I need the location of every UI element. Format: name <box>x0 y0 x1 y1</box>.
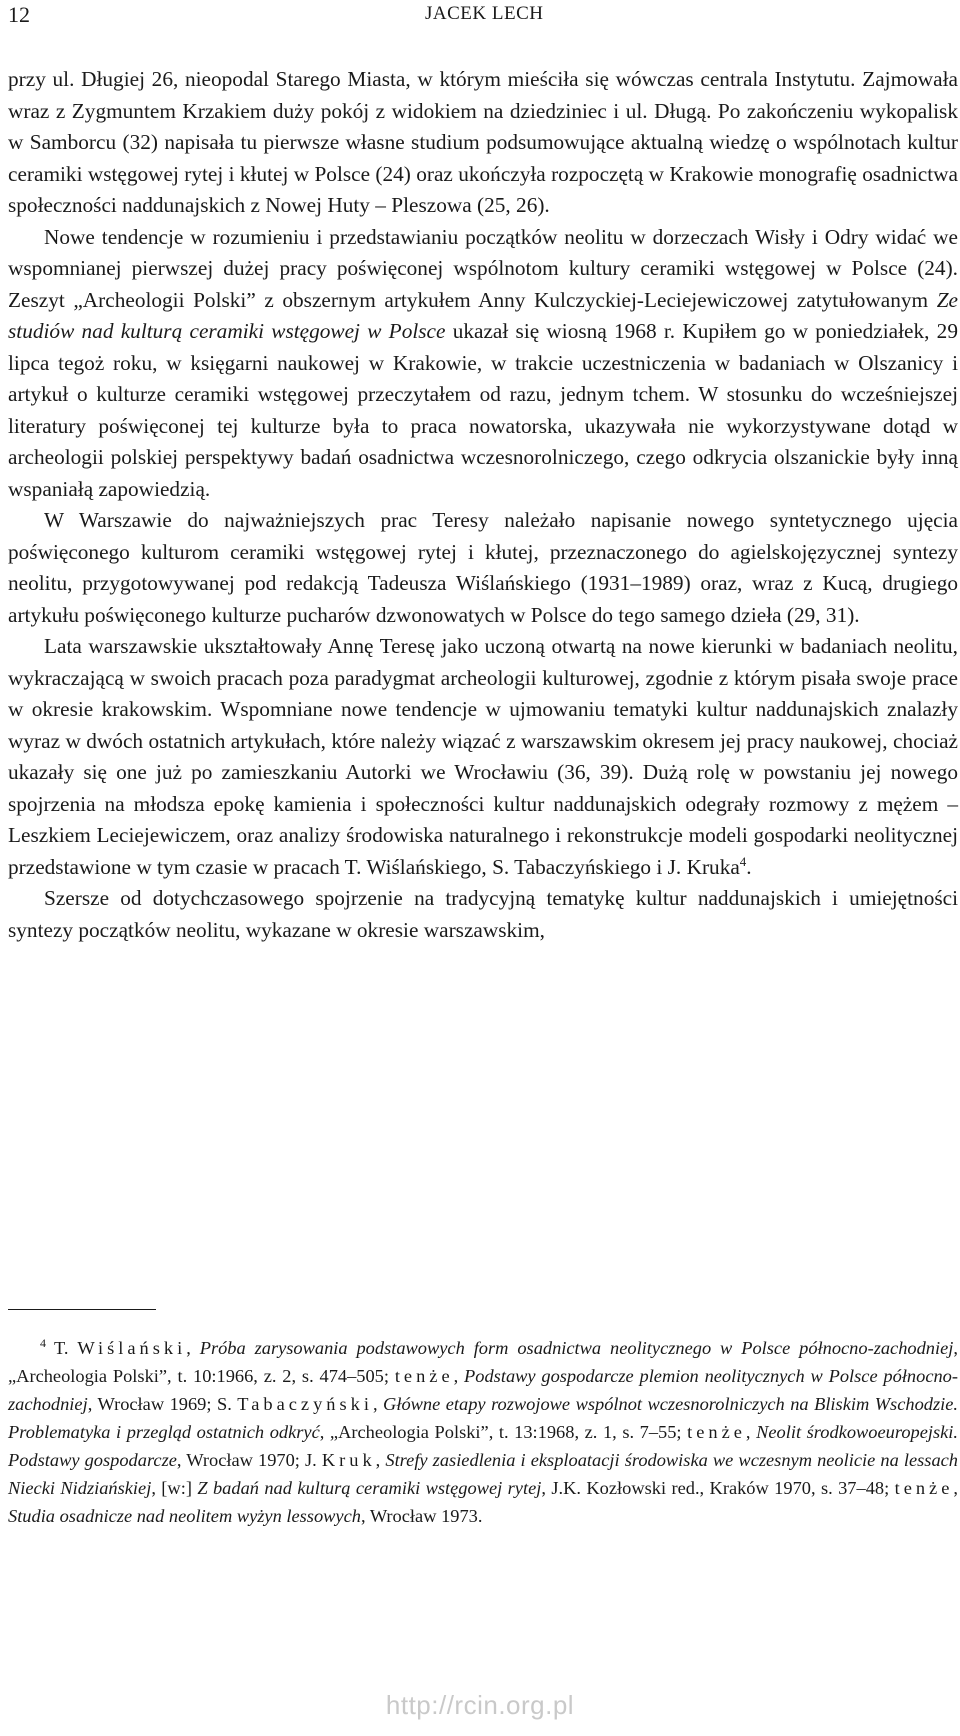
footnote-text: T. <box>54 1338 78 1358</box>
paragraph-5-text: Szersze od dotychczasowego spojrzenie na tradycyjną tematykę kultur naddunajskich i umiejętności syntezy początków neolitu, wykazane w okresie warszawskim, <box>8 886 958 942</box>
paragraph-4-text-b: . <box>746 854 752 879</box>
page-header <box>0 0 960 36</box>
footnote-text: , Wrocław 1969; S. <box>87 1394 238 1414</box>
footnote-4 <box>8 1334 958 1530</box>
footnote-title: Strefy zasiedlenia i eksploatacji środowiska we wczesnym neolicie na lessach Niecki Nidziańskiej <box>8 1450 958 1498</box>
paragraph-1-text: przy ul. Długiej 26, nieopodal Starego Miasta, w którym mieściła się wówczas centrala Instytutu. Zajmowała wraz z Zygmuntem Krzakiem duży pokój z widokiem na dziedziniec i ul. Długą. Po zakończeniu wykopalisk w Samborcu (32) napisała tu pierwsze własne studium podsumowujące aktualną wiedzę o wspólnotach kultur ceramiki wstęgowej rytej i kłutej w Polsce (24) oraz ukończyła rozpoczętą w Krakowie monografię osadnictwa społeczności naddunajskich z Nowej Huty – Pleszowa (25, 26). <box>8 67 958 217</box>
running-head: JACEK LECH <box>425 3 544 24</box>
footnote-author: Kruk <box>321 1450 376 1470</box>
footnote-text: , <box>453 1366 465 1386</box>
footnote-text: , <box>186 1338 200 1358</box>
footnote-title: Podstawy gospodarcze plemion neolitycznych w Polsce północno-zachodniej <box>8 1366 958 1414</box>
paragraph-3 <box>8 505 958 631</box>
footnote-divider <box>8 1309 156 1310</box>
footnote-text: , <box>745 1422 757 1442</box>
paragraph-2-text-b: ukazał się wiosną 1968 r. Kupiłem go w poniedziałek, 29 lipca tegoż roku, w księgarni naukowej w Krakowie, w trakcie uczestniczenia w badaniach w Olszanicy i artykuł o kulturze ceramiki wstęgowej przeczytałem od razu, jednym tchem. W stosunku do wcześniejszej literatury poświęconej tej kulturze była to praca nowatorska, ukazywała nie wykorzystywane dotąd w archeologii polskiej perspektywy badań osadnictwa wczesnorolniczego, czego odkrycia olszanickie były inną wspaniałą zapowiedzią. <box>8 319 958 501</box>
paragraph-2-text-a: Nowe tendencje w rozumieniu i przedstawianiu początków neolitu w dorzeczach Wisły i Odry widać we wspomnianej pierwszej dużej pracy poświęconej wspólnotom kultury ceramiki wstęgowej w Polsce (24). Zeszyt „Archeologii Polski” z obszernym artykułem Anny Kulczyckiej-Leciejewiczowej zatytułowanym <box>8 224 958 312</box>
footnote-author: Tabaczyński <box>237 1394 373 1414</box>
footnote-text: , J.K. Kozłowski red., Kraków 1970, s. 37–48; <box>541 1478 895 1498</box>
paragraph-5 <box>8 883 958 946</box>
footnote-text: , Wrocław 1970; J. <box>176 1450 322 1470</box>
footnote-title: Studia osadnicze nad neolitem wyżyn lessowych <box>8 1506 361 1526</box>
body-text <box>8 64 958 946</box>
paragraph-1 <box>8 64 958 222</box>
article-title: Ze studiów nad kulturą ceramiki wstęgowej w Polsce <box>8 287 958 343</box>
footnote-title: Próba zarysowania podstawowych form osadnictwa neolitycznego w Polsce północno-zachodniej <box>199 1338 954 1358</box>
paragraph-4 <box>8 631 958 883</box>
footnote-title: Neolit środkowoeuropejski. Podstawy gospodarcze <box>8 1422 959 1470</box>
footnote-title: Z badań nad kulturą ceramiki wstęgowej rytej <box>197 1478 542 1498</box>
footnote-text: , <box>375 1450 386 1470</box>
footnote-text: , <box>372 1394 384 1414</box>
footnote-author: tenże <box>687 1422 746 1442</box>
watermark-url: http://rcin.org.pl <box>385 1690 575 1720</box>
paragraph-3-text: W Warszawie do najważniejszych prac Teresy należało napisanie nowego syntetycznego ujęcia poświęconego kulturom ceramiki wstęgowej rytej i kłutej, przeznaczonego do agielskojęzycznej syntezy neolitu, przygotowywanej pod redakcją Tadeusza Wiślańskiego (1931–1989) oraz, wraz z Kucą, drugiego artykułu poświęconego kulturze pucharów dzwonowatych w Polsce do tego samego dzieła (29, 31). <box>8 508 958 627</box>
footnote-author: tenże <box>894 1478 954 1498</box>
page-number: 12 <box>8 2 30 27</box>
footnote-text: , [w:] <box>151 1478 198 1498</box>
footnote-text: , Wrocław 1973. <box>360 1506 483 1526</box>
footnote-author: Wiślański <box>77 1338 187 1358</box>
footnote-text: , „Archeologia Polski”, t. 13:1968, z. 1, s. 7–55; <box>319 1422 688 1442</box>
footnote-number: 4 <box>40 1335 46 1350</box>
paragraph-2 <box>8 222 958 506</box>
footnote-reference[interactable]: 4 <box>739 853 747 869</box>
footnote-title: Główne etapy rozwojowe wspólnot wczesnorolniczych na Bliskim Wschodzie. Problematyka i przegląd ostatnich odkryć <box>8 1394 958 1442</box>
footnotes <box>8 1334 958 1530</box>
paragraph-4-text-a: Lata warszawskie ukształtowały Annę Teresę jako uczoną otwartą na nowe kierunki w badaniach neolitu, wykraczającą w swoich pracach poza paradygmat archeologii kulturowej, zgodnie z którym pisała swoje prace w okresie krakowskim. Wspomniane nowe tendencje w ujmowaniu tematyki kultur naddunajskich znalazły wyraz w dwóch ostatnich artykułach, które należy wiązać z warszawskim okresem jej pracy naukowej, chociaż ukazały się one już po zamieszkaniu Autorki we Wrocławiu (36, 39). Dużą rolę w powstaniu jej nowego spojrzenia na młodsza epokę kamienia i społeczności kultur naddunajskich odegrały rozmowy z mężem – Leszkiem Leciejewiczem, oraz analizy środowiska naturalnego i rekonstrukcje modeli gospodarki neolitycznej przedstawione w tym czasie w pracach T. Wiślańskiego, S. Tabaczyńskiego i J. Kruka <box>8 634 958 879</box>
footnote-text: , <box>953 1478 958 1498</box>
footnote-author: tenże <box>394 1366 454 1386</box>
footnote-text: , „Archeologia Polski”, t. 10:1966, z. 2, s. 474–505; <box>8 1338 958 1386</box>
